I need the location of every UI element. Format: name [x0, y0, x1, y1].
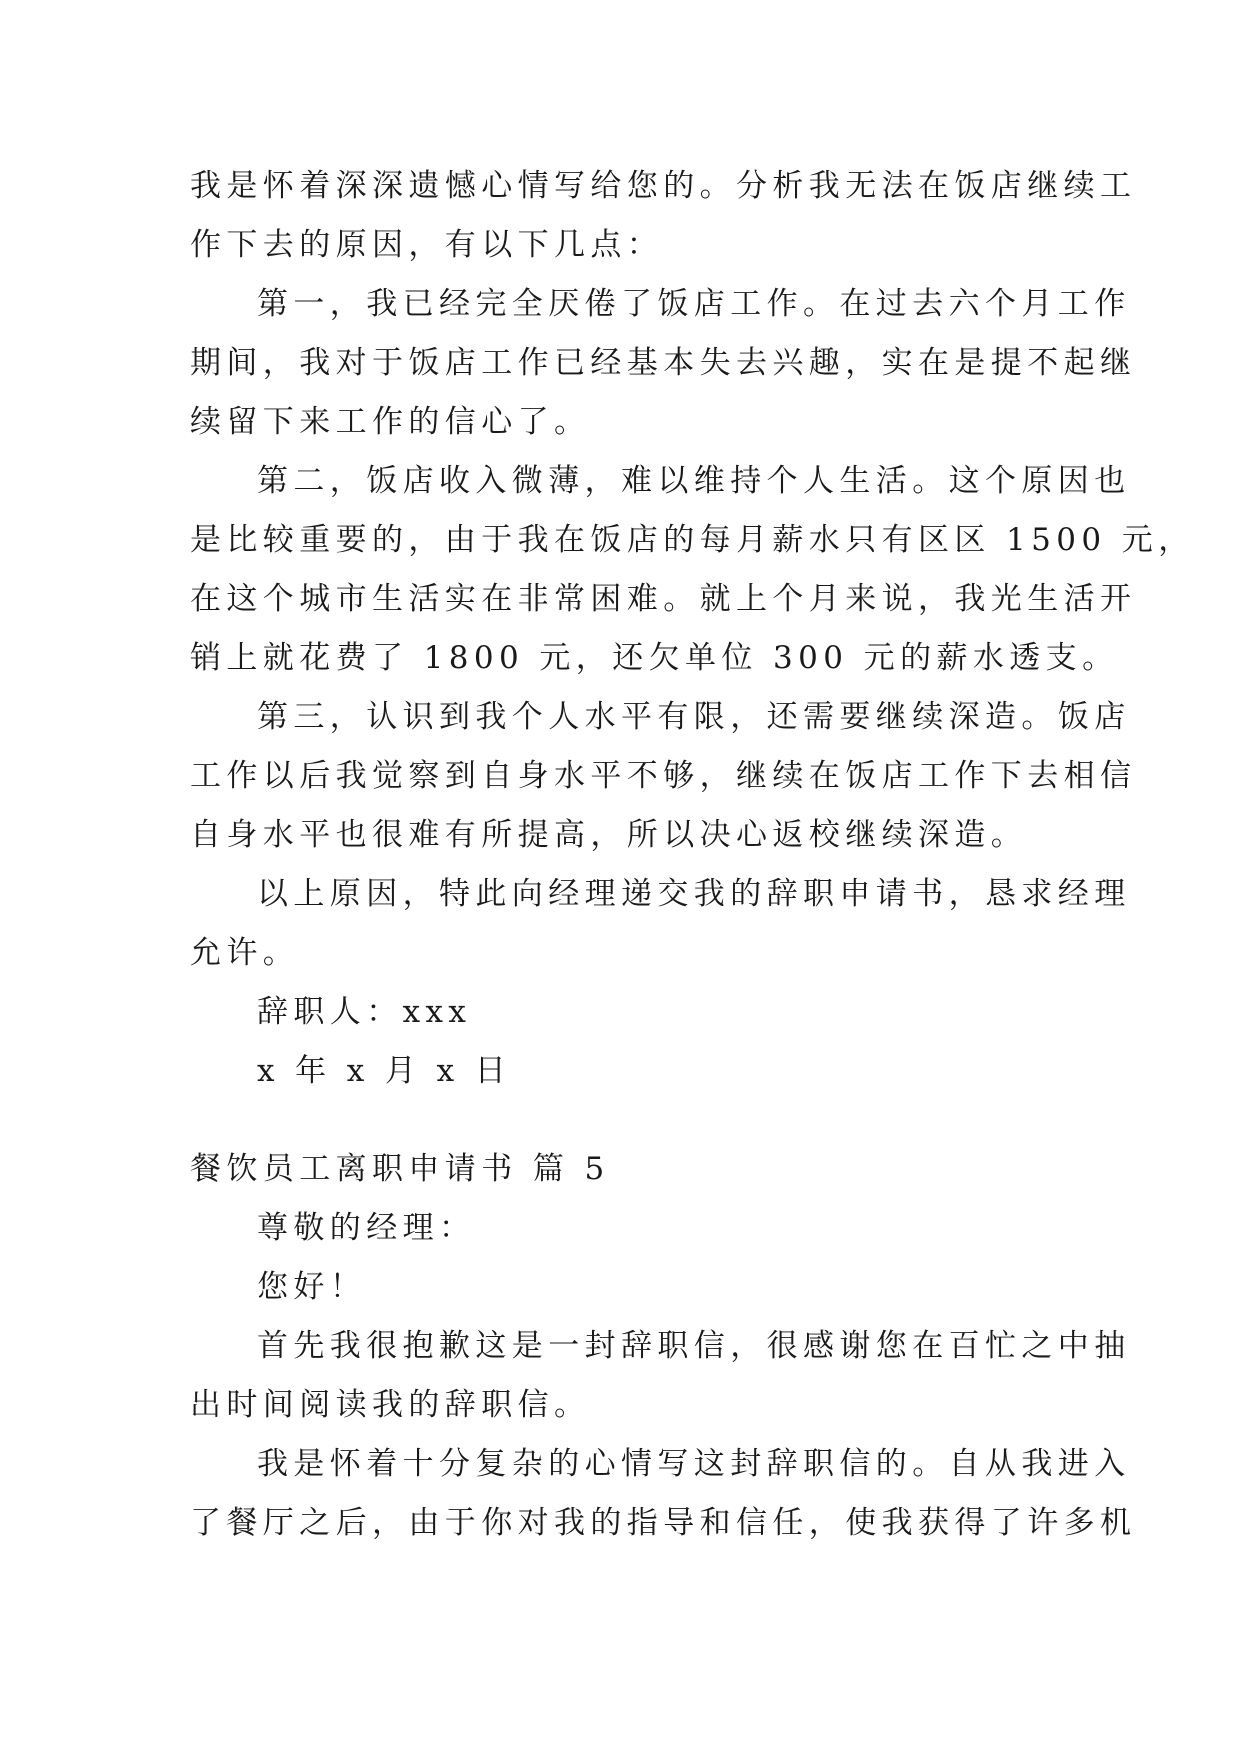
paragraph-line: 工作以后我觉察到自身水平不够，继续在饭店工作下去相信	[190, 758, 1137, 794]
paragraph-line: 续留下来工作的信心了。	[190, 404, 591, 440]
paragraph-line: 期间，我对于饭店工作已经基本失去兴趣，实在是提不起继	[190, 345, 1137, 381]
paragraph-line: 允许。	[190, 935, 300, 971]
signature-line: 辞职人：xxx	[257, 994, 472, 1030]
date-line: x 年 x 月 x 日	[257, 1053, 512, 1089]
paragraph-line: 我是怀着十分复杂的心情写这封辞职信的。自从我进入	[257, 1446, 1131, 1482]
paragraph-line: 作下去的原因，有以下几点：	[190, 227, 664, 263]
paragraph-line: 第一，我已经完全厌倦了饭店工作。在过去六个月工作	[257, 286, 1131, 322]
paragraph-line: 自身水平也很难有所提高，所以决心返校继续深造。	[190, 817, 1028, 853]
paragraph-line: 销上就花费了 1800 元，还欠单位 300 元的薪水透支。	[190, 640, 1119, 676]
paragraph-line: 是比较重要的，由于我在饭店的每月薪水只有区区 1500 元，	[190, 522, 1195, 558]
paragraph-line: 出时间阅读我的辞职信。	[190, 1387, 591, 1423]
section-heading: 餐饮员工离职申请书 篇 5	[190, 1151, 610, 1187]
paragraph-line: 首先我很抱歉这是一封辞职信，很感谢您在百忙之中抽	[257, 1328, 1131, 1364]
paragraph-line: 第二，饭店收入微薄，难以维持个人生活。这个原因也	[257, 463, 1131, 499]
greeting-line: 您好！	[257, 1269, 367, 1305]
salutation-line: 尊敬的经理：	[257, 1210, 476, 1246]
paragraph-line: 在这个城市生活实在非常困难。就上个月来说，我光生活开	[190, 581, 1137, 617]
paragraph-line: 以上原因，特此向经理递交我的辞职申请书，恳求经理	[257, 876, 1131, 912]
paragraph-line: 第三，认识到我个人水平有限，还需要继续深造。饭店	[257, 699, 1131, 735]
paragraph-line: 了餐厅之后，由于你对我的指导和信任，使我获得了许多机	[190, 1505, 1137, 1541]
paragraph-line: 我是怀着深深遗憾心情写给您的。分析我无法在饭店继续工	[190, 168, 1137, 204]
